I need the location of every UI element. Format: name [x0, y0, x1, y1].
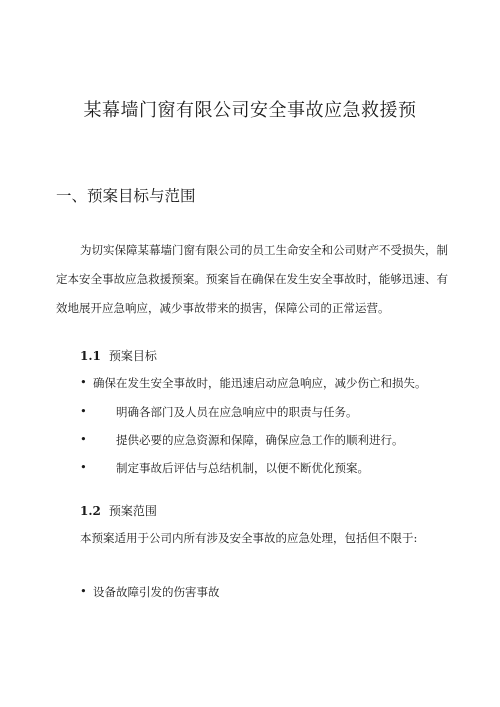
list-item-text: 设备故障引发的伤害事故 — [93, 585, 220, 599]
subsection-title: 预案范围 — [108, 504, 157, 518]
subsection-number: 1.1 — [80, 349, 101, 363]
list-item-text: 提供必要的应急资源和保障，确保应急工作的顺利进行。 — [116, 433, 404, 447]
bullet-marker: • — [80, 460, 87, 474]
section-heading: 一、预案目标与范围 — [56, 187, 196, 205]
list-item-text: 确保在发生安全事故时，能迅速启动应急响应，减少伤亡和损失。 — [93, 376, 427, 390]
subsection-title: 预案目标 — [108, 349, 157, 363]
subsection-heading-1-2 — [80, 502, 157, 519]
bullet-marker: • — [80, 584, 87, 598]
list-item-text: 明确各部门及人员在应急响应中的职责与任务。 — [116, 405, 358, 419]
bullet-marker: • — [80, 404, 87, 418]
scope-text: 本预案适用于公司内所有涉及安全事故的应急处理，包括但不限于: — [80, 531, 418, 545]
document-title: 某幕墙门窗有限公司安全事故应急救援预 — [83, 100, 417, 121]
bullet-marker: • — [80, 432, 87, 446]
list-item-text: 制定事故后评估与总结机制，以便不断优化预案。 — [116, 461, 369, 475]
bullet-marker: • — [80, 375, 87, 389]
subsection-number: 1.2 — [80, 504, 101, 518]
intro-paragraph: 为切实保障某幕墙门窗有限公司的员工生命安全和公司财产不受损失，制定本安全事故应急救援预案。预案旨在确保在发生安全事故时，能够迅速、有效地展开应急响应，减少事故带来的损害，保障公司的正常运营。 — [56, 243, 448, 315]
subsection-heading-1-1 — [80, 347, 157, 364]
